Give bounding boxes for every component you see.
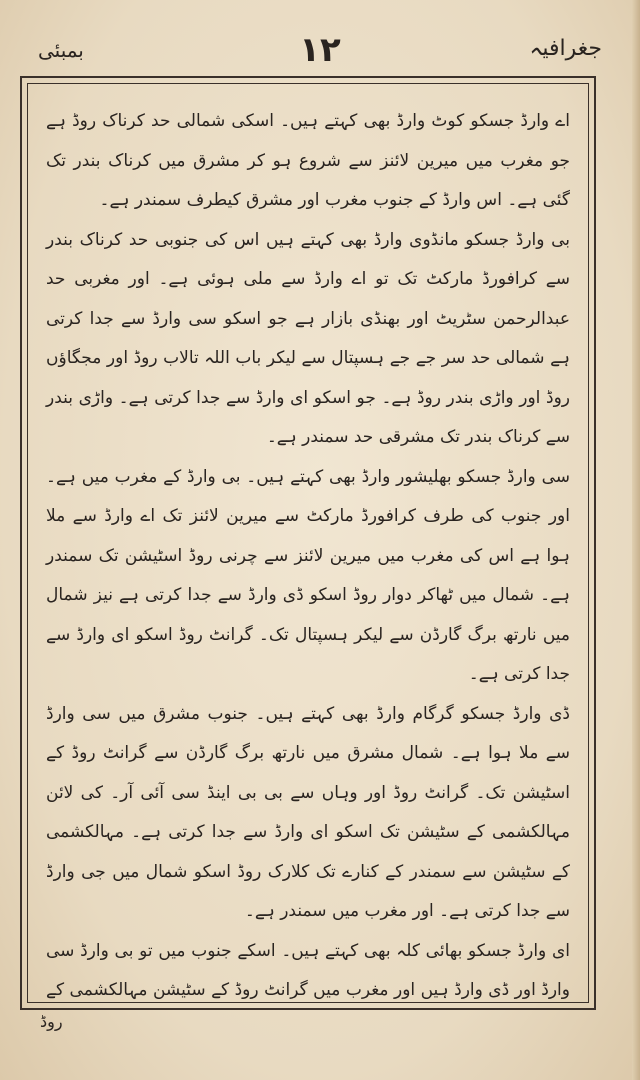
page-header (38, 30, 602, 80)
text-frame-inner (27, 83, 589, 1003)
text-frame (20, 76, 596, 1010)
paragraph-b-ward: بی وارڈ جسکو مانڈوی وارڈ بھی کہتے ہیں اس کی جنوبی حد کرناک بندر سے کرافورڈ مارکٹ تک تو اے وارڈ سے ملی ہوئی ہے۔ اور مغربی حد عبدالرحمن سٹریٹ اور بھنڈی بازار ہے جو اسکو سی وارڈ سے جدا کرتی ہے شمالی حد سر جے جے ہسپتال سے لیکر باب اللہ تالاب روڈ اور مجگاؤں روڈ اور واڑی بندر روڈ ہے۔ جو اسکو ای وارڈ سے جدا کرتی ہے۔ واڑی بندر سے کرناک بندر تک مشرقی حد سمندر ہے۔ (46, 229, 570, 447)
running-title: جغرافیہ (529, 36, 602, 61)
paragraph-c-ward: سی وارڈ جسکو بھلیشور وارڈ بھی کہتے ہیں۔ بی وارڈ کے مغرب میں ہے۔ اور جنوب کی طرف کرافورڈ مارکٹ سے میرین لائنز تک اے وارڈ سے ملا ہوا ہے اس کی مغرب میں میرین لائنز سے چرنی روڈ اسٹیشن تک سمندر ہے۔ شمال میں ٹھاکر دوار روڈ اسکو ڈی وارڈ سے جدا کرتی ہے نیز شمال میں نارتھ برگ گارڈن سے لیکر ہسپتال تک۔ گرانٹ روڈ اسکو ای وارڈ سے جدا کرتی ہے۔ (46, 466, 570, 684)
page-number: ۱۲ (299, 30, 341, 70)
body-text (46, 102, 570, 1003)
running-subtitle: بمبئی (38, 38, 84, 62)
catchword: روڈ (40, 1012, 63, 1031)
paragraph-a-ward: اے وارڈ جسکو کوٹ وارڈ بھی کہتے ہیں۔ اسکی شمالی حد کرناک روڈ ہے جو مغرب میں میرین لائنز سے شروع ہو کر مشرق میں کرناک بندر تک گئی ہے۔ اس وارڈ کے جنوب مغرب اور مشرق کیطرف سمندر ہے۔ (46, 111, 570, 210)
paragraph-d-ward: ڈی وارڈ جسکو گرگام وارڈ بھی کہتے ہیں۔ جنوب مشرق میں سی وارڈ سے ملا ہوا ہے۔ شمال مشرق میں نارتھ برگ گارڈن سے گرانٹ روڈ کے اسٹیشن تک۔ گرانٹ روڈ اور وہاں سے بی بی اینڈ سی آئی آر۔ کی لائن مہالکشمی کے سٹیشن تک اسکو ای وارڈ سے جدا کرتی ہے۔ مہالکشمی کے سٹیشن سے سمندر کے کنارے تک کلارک روڈ اسکو شمال میں جی وارڈ سے جدا کرتی ہے۔ اور مغرب میں سمندر ہے۔ (46, 703, 570, 921)
page-edge (632, 0, 640, 1080)
paragraph-e-ward: ای وارڈ جسکو بھائی کلہ بھی کہتے ہیں۔ اسکے جنوب میں تو بی وارڈ سی وارڈ اور ڈی وارڈ ہیں اور مغرب میں گرانٹ روڈ کے سٹیشن مہالکشمی کے (46, 940, 570, 1000)
